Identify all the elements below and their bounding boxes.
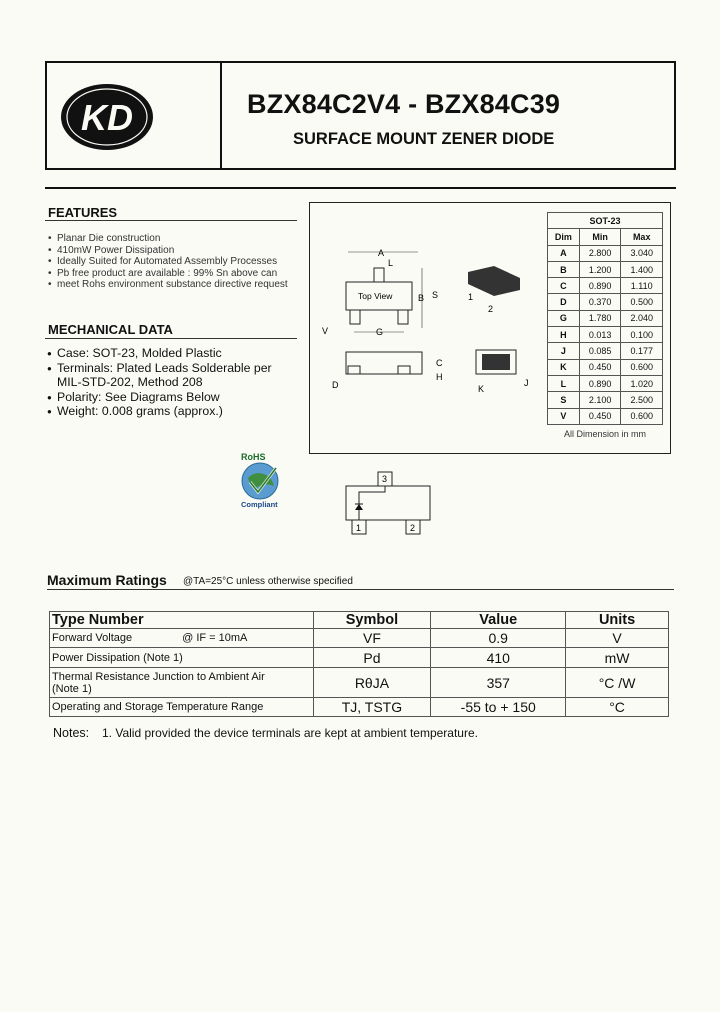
feature-item: • Ideally Suited for Automated Assembly Processes bbox=[48, 256, 303, 268]
dimension-row: C 0.890 1.110 bbox=[548, 278, 663, 294]
param-condition: @ IF = 10mA bbox=[182, 632, 248, 644]
pin-1-num: 1 bbox=[356, 523, 362, 533]
max-ratings-heading: Maximum Ratings bbox=[47, 572, 167, 588]
param-name: Operating and Storage Temperature Range bbox=[50, 698, 314, 717]
param-name: Power Dissipation (Note 1) bbox=[50, 648, 314, 668]
rohs-label: RoHS bbox=[241, 452, 266, 462]
pin-2-label: 2 bbox=[488, 304, 494, 314]
header-divider bbox=[220, 63, 222, 168]
dim-label-d: D bbox=[332, 380, 339, 390]
kd-logo bbox=[57, 75, 157, 164]
mechanical-item: ● Polarity: See Diagrams Below bbox=[47, 390, 307, 405]
value-cell: 357 bbox=[431, 668, 566, 698]
dim-label-c: C bbox=[436, 358, 443, 368]
symbol-cell: RθJA bbox=[313, 668, 431, 698]
pin-2-num: 2 bbox=[410, 523, 416, 533]
mechanical-heading: MECHANICAL DATA bbox=[48, 322, 173, 337]
dimension-row: A 2.800 3.040 bbox=[548, 245, 663, 261]
unit-cell: °C /W bbox=[566, 668, 669, 698]
dimension-row: J 0.085 0.177 bbox=[548, 343, 663, 359]
table-row bbox=[50, 698, 669, 717]
dimension-row: H 0.013 0.100 bbox=[548, 327, 663, 343]
mechanical-item: MIL-STD-202, Method 208 bbox=[57, 375, 203, 389]
dimension-col-header: Min bbox=[579, 229, 621, 245]
note-item: 1. Valid provided the device terminals are kept at ambient temperature. bbox=[102, 726, 478, 740]
pin-3-num: 3 bbox=[382, 474, 388, 484]
symbol-cell: TJ, TSTG bbox=[313, 698, 431, 717]
dimension-table-title: SOT-23 bbox=[548, 213, 663, 229]
dim-label-v: V bbox=[322, 326, 329, 336]
dimension-table bbox=[547, 212, 663, 425]
dim-label-b: B bbox=[418, 293, 425, 303]
dim-label-s: S bbox=[432, 290, 439, 300]
param-note: (Note 1) bbox=[52, 682, 92, 695]
dimension-row: G 1.780 2.040 bbox=[548, 310, 663, 326]
dim-label-g: G bbox=[376, 327, 384, 337]
mechanical-item: ● Case: SOT-23, Molded Plastic bbox=[47, 346, 307, 361]
dimension-row: S 2.100 2.500 bbox=[548, 392, 663, 408]
header-box bbox=[45, 61, 676, 170]
value-cell: 0.9 bbox=[431, 629, 566, 648]
dim-label-k: K bbox=[478, 384, 485, 394]
dimension-row: D 0.370 0.500 bbox=[548, 294, 663, 310]
unit-cell: °C bbox=[566, 698, 669, 717]
feature-item: • Pb free product are available : 99% Sn above can bbox=[48, 268, 303, 280]
dimension-row: B 1.200 1.400 bbox=[548, 261, 663, 277]
product-title: BZX84C2V4 - BZX84C39 bbox=[247, 89, 561, 119]
mechanical-item: ● Terminals: Plated Leads Solderable per bbox=[47, 361, 307, 376]
dimension-note: All Dimension in mm bbox=[563, 429, 647, 439]
mechanical-list bbox=[47, 346, 307, 419]
unit-cell: mW bbox=[566, 648, 669, 668]
table-row bbox=[50, 629, 669, 648]
dimension-col-header: Max bbox=[621, 229, 663, 245]
col-header-units: Units bbox=[566, 612, 669, 629]
notes-label: Notes: bbox=[53, 726, 90, 740]
table-row bbox=[50, 668, 669, 698]
feature-item: • Planar Die construction bbox=[48, 233, 303, 245]
top-view-label: Top View bbox=[358, 291, 393, 301]
symbol-cell: VF bbox=[313, 629, 431, 648]
col-header-value: Value bbox=[431, 612, 566, 629]
dimension-row: L 0.890 1.020 bbox=[548, 375, 663, 391]
logo-text: KD bbox=[81, 97, 133, 138]
value-cell: 410 bbox=[431, 648, 566, 668]
rohs-compliant-label: Compliant bbox=[241, 500, 278, 509]
pin-diagram bbox=[336, 468, 436, 545]
col-header-symbol: Symbol bbox=[313, 612, 431, 629]
max-ratings-rule bbox=[47, 589, 674, 590]
param-name: Forward Voltage bbox=[52, 632, 133, 644]
product-subtitle: SURFACE MOUNT ZENER DIODE bbox=[293, 130, 555, 148]
dimension-col-header: Dim bbox=[548, 229, 580, 245]
package-drawing bbox=[318, 244, 548, 409]
dim-label-j: J bbox=[524, 378, 529, 388]
features-rule bbox=[45, 220, 297, 221]
max-ratings-table bbox=[49, 611, 669, 717]
symbol-cell: Pd bbox=[313, 648, 431, 668]
dim-label-h: H bbox=[436, 372, 443, 382]
features-heading: FEATURES bbox=[48, 205, 118, 220]
value-cell: -55 to + 150 bbox=[431, 698, 566, 717]
mechanical-item: ● Weight: 0.008 grams (approx.) bbox=[47, 404, 307, 419]
feature-item: • 410mW Power Dissipation bbox=[48, 245, 303, 257]
unit-cell: V bbox=[566, 629, 669, 648]
col-header-type: Type Number bbox=[50, 612, 314, 629]
table-row bbox=[50, 648, 669, 668]
dimension-row: V 0.450 0.600 bbox=[548, 408, 663, 424]
mechanical-rule bbox=[45, 338, 297, 339]
dim-label-a: A bbox=[378, 248, 385, 258]
feature-item: • meet Rohs environment substance directive request bbox=[48, 279, 303, 291]
pin-1-label: 1 bbox=[468, 292, 474, 302]
dim-label-l: L bbox=[388, 258, 394, 268]
param-name: Thermal Resistance Junction to Ambient Air bbox=[52, 670, 265, 683]
features-list bbox=[48, 233, 303, 291]
dimension-row: K 0.450 0.600 bbox=[548, 359, 663, 375]
header-rule bbox=[45, 187, 676, 189]
max-ratings-condition: @TA=25°C unless otherwise specified bbox=[183, 576, 353, 587]
